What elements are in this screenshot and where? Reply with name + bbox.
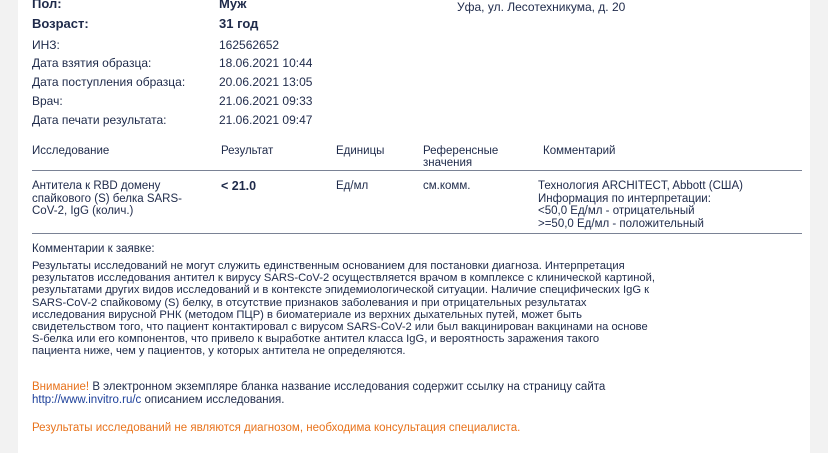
remarks-line: Результаты исследований не могут служить единственным основанием для постановки диагноза. Интерпретация bbox=[32, 260, 625, 272]
sex-value: Муж bbox=[219, 0, 247, 11]
inz-label: ИНЗ: bbox=[32, 38, 60, 52]
remarks-line: исследования вирусной РНК (методом ПЦР) в биоматериале из верхних дыхательных путей, может быть bbox=[32, 308, 582, 321]
header-comment: Комментарий bbox=[543, 145, 616, 157]
row-test[interactable] bbox=[32, 180, 182, 218]
print-date-label: Дата печати результата: bbox=[32, 113, 167, 127]
sample-taken-label: Дата взятия образца: bbox=[32, 56, 152, 70]
remarks-text bbox=[32, 260, 802, 358]
doctor-label: Врач: bbox=[32, 94, 63, 108]
notice-warning-word: Внимание! bbox=[32, 381, 90, 393]
row-result: < 21.0 bbox=[221, 179, 257, 193]
remarks-line: S-белка или его компонентов, что привело к выработке антител класса IgG, и вероятность заражения такого bbox=[32, 333, 600, 346]
header-reference bbox=[423, 145, 498, 169]
sample-taken-value: 18.06.2021 10:44 bbox=[219, 56, 313, 70]
remarks-title: Комментарии к заявке: bbox=[32, 243, 155, 255]
header-units: Единицы bbox=[336, 145, 385, 157]
header-reference-line1: Референсные bbox=[423, 145, 499, 157]
row-test-line1: Антитела к RBD домену bbox=[32, 180, 161, 192]
sex-label: Пол: bbox=[32, 0, 62, 11]
row-divider bbox=[32, 233, 802, 234]
age-value: 31 год bbox=[219, 16, 259, 31]
print-date-value: 21.06.2021 09:47 bbox=[219, 113, 313, 127]
row-units: Ед/мл bbox=[336, 180, 369, 192]
notice-text: В электронном экземпляре бланка название исследования содержит ссылку на страницу сайта bbox=[89, 381, 606, 393]
lab-address: Уфа, ул. Лесотехникума, д. 20 bbox=[457, 0, 626, 14]
row-comment-line2: Информация по интерпретации: bbox=[538, 192, 711, 205]
header-divider bbox=[32, 170, 802, 171]
row-test-line3: CoV-2, IgG (колич.) bbox=[32, 205, 134, 217]
result-sheet bbox=[18, 0, 810, 453]
row-test-line2: спайкового (S) белка SARS- bbox=[32, 192, 182, 205]
row-comment-line4: >=50,0 Ед/мл - положительный bbox=[538, 217, 704, 230]
header-reference-line2: значения bbox=[423, 157, 473, 169]
row-comment-line3: <50,0 Ед/мл - отрицательный bbox=[538, 205, 695, 217]
remarks-line: результатами других видов исследований и в контексте эпидемиологической ситуации. Наличие специфических IgG к bbox=[32, 284, 650, 297]
header-test: Исследование bbox=[32, 145, 110, 157]
remarks-line: результатов исследования антител к вирусу SARS-CoV-2 осуществляется врачом в комплексе с клинической картиной, bbox=[32, 272, 655, 285]
notice bbox=[32, 381, 605, 407]
remarks-line: свидетельством того, что пациент контактировал с вирусом SARS-CoV-2 или был вакцинирован вакцинами на основе bbox=[32, 321, 648, 334]
row-comment-line1: Технология ARCHITECT, Abbott (США) bbox=[538, 180, 743, 192]
age-label: Возраст: bbox=[32, 16, 89, 31]
sample-received-label: Дата поступления образца: bbox=[32, 75, 186, 89]
footer-disclaimer: Результаты исследований не являются диагнозом, необходима консультация специалиста. bbox=[32, 422, 521, 434]
remarks-line: SARS-CoV-2 спайковому (S) белку, в отсутствие признаков заболевания и при отрицательных результатах bbox=[32, 296, 587, 309]
sample-received-value: 20.06.2021 13:05 bbox=[219, 75, 313, 89]
invitro-link[interactable]: http://www.invitro.ru/c bbox=[32, 394, 142, 406]
inz-value: 162562652 bbox=[219, 38, 280, 52]
row-reference: см.комм. bbox=[423, 180, 471, 192]
remarks-line: пациента ниже, чем у пациентов, у которых антитела не определяются. bbox=[32, 345, 406, 358]
header-result: Результат bbox=[221, 145, 274, 157]
row-comment bbox=[538, 180, 743, 230]
doctor-value: 21.06.2021 09:33 bbox=[219, 94, 313, 108]
notice-text-end: описанием исследования. bbox=[141, 394, 285, 406]
